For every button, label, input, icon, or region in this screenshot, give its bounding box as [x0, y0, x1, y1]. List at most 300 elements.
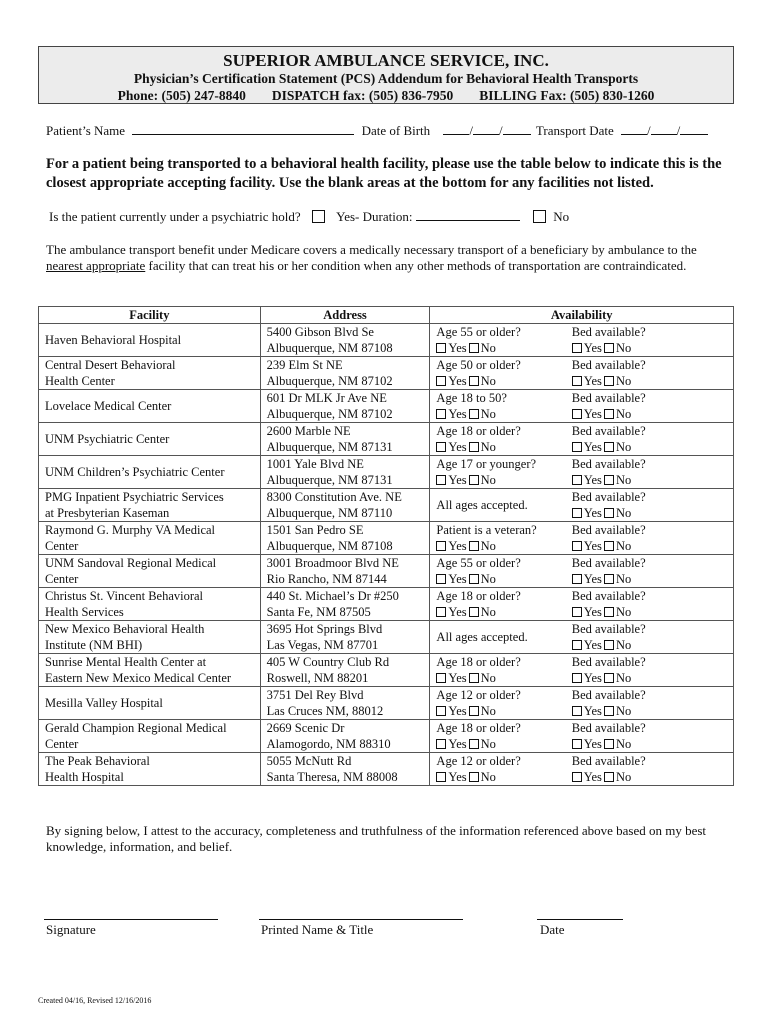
bed-no-checkbox[interactable] [604, 640, 614, 650]
criteria-no-checkbox[interactable] [469, 541, 479, 551]
no-label: No [480, 407, 496, 421]
facility-name-line: Lovelace Medical Center [45, 399, 172, 413]
table-row [39, 489, 734, 522]
phone-number: Phone: (505) 247-8840 [117, 88, 246, 103]
criteria-no-checkbox[interactable] [469, 739, 479, 749]
address-line: 1501 San Pedro SE [266, 523, 364, 537]
yes-label: Yes [583, 605, 602, 619]
address-line: Albuquerque, NM 87102 [266, 407, 393, 421]
hold-duration-field[interactable] [416, 208, 520, 221]
criteria-yes-checkbox[interactable] [436, 706, 446, 716]
yes-label: Yes [448, 704, 467, 718]
bed-options [572, 703, 727, 719]
facility-name-line: Institute (NM BHI) [45, 638, 143, 652]
facility-name-line: The Peak Behavioral [45, 754, 150, 768]
no-label: No [615, 770, 632, 784]
bed-cell [566, 390, 734, 423]
facility-name-line: UNM Psychiatric Center [45, 432, 170, 446]
criteria-yes-checkbox[interactable] [436, 772, 446, 782]
address-cell [260, 588, 430, 621]
yes-label: Yes [583, 506, 602, 520]
no-label: No [615, 704, 632, 718]
facility-name-line: Health Center [45, 374, 115, 388]
address-line: Albuquerque, NM 87102 [266, 374, 393, 388]
instruction-text: For a patient being transported to a behavioral health facility, please use the table below to indicate this is the closest appropriate accepting facility. Use the blank areas at the bottom for any facilities not listed. [46, 156, 722, 191]
no-label: No [615, 506, 632, 520]
bed-options [572, 472, 727, 488]
facility-name-line: at Presbyterian Kaseman [45, 506, 170, 520]
table-row [39, 423, 734, 456]
address-cell [260, 357, 430, 390]
address-line: Santa Theresa, NM 88008 [266, 770, 398, 784]
facility-cell [39, 357, 261, 390]
bed-question: Bed available? [571, 754, 646, 768]
address-cell [260, 324, 430, 357]
patient-name-label: Patient’s Name [46, 123, 126, 138]
bed-yes-checkbox[interactable] [572, 376, 582, 386]
bed-no-checkbox[interactable] [604, 607, 614, 617]
transport-day-field[interactable] [651, 122, 677, 135]
hold-no-label: No [553, 209, 570, 224]
yes-label: Yes [583, 341, 602, 355]
facility-name-line: Health Hospital [45, 770, 124, 784]
criteria-question: Age 12 or older? [436, 754, 521, 768]
no-label: No [615, 638, 632, 652]
bed-no-checkbox[interactable] [604, 475, 614, 485]
facility-name-line: Center [45, 737, 79, 751]
availability-header: Availability [430, 307, 734, 324]
criteria-options [436, 670, 559, 686]
revision-footer: Created 04/16, Revised 12/16/2016 [38, 996, 152, 1005]
bed-question: Bed available? [571, 556, 646, 570]
bed-cell [566, 357, 734, 390]
criteria-question: Age 12 or older? [436, 688, 521, 702]
facility-name-line: New Mexico Behavioral Health [45, 622, 205, 636]
bed-cell [566, 588, 734, 621]
bed-yes-checkbox[interactable] [572, 739, 582, 749]
criteria-options [436, 538, 559, 554]
yes-label: Yes [448, 341, 467, 355]
bed-no-checkbox[interactable] [604, 442, 614, 452]
criteria-yes-checkbox[interactable] [436, 574, 446, 584]
bed-no-checkbox[interactable] [604, 706, 614, 716]
bed-cell [566, 456, 734, 489]
bed-no-checkbox[interactable] [604, 739, 614, 749]
yes-label: Yes [448, 770, 467, 784]
criteria-options [436, 571, 559, 587]
criteria-no-checkbox[interactable] [469, 706, 479, 716]
hold-question: Is the patient currently under a psychiatric hold? [49, 209, 301, 224]
facility-name-line: Eastern New Mexico Medical Center [45, 671, 232, 685]
facility-header: Facility [39, 307, 261, 324]
criteria-no-checkbox[interactable] [469, 772, 479, 782]
bed-cell [566, 522, 734, 555]
no-label: No [480, 704, 496, 718]
no-label: No [615, 440, 632, 454]
no-label: No [480, 341, 496, 355]
no-label: No [480, 737, 496, 751]
address-line: 3751 Del Rey Blvd [266, 688, 364, 702]
criteria-no-checkbox[interactable] [469, 409, 479, 419]
address-line: Albuquerque, NM 87108 [266, 341, 393, 355]
criteria-yes-checkbox[interactable] [436, 475, 446, 485]
table-row [39, 621, 734, 654]
bed-yes-checkbox[interactable] [572, 607, 582, 617]
bed-yes-checkbox[interactable] [572, 409, 582, 419]
bed-no-checkbox[interactable] [604, 409, 614, 419]
facility-cell [39, 489, 261, 522]
patient-info-row [46, 122, 708, 139]
no-label: No [480, 374, 496, 388]
criteria-no-checkbox[interactable] [469, 442, 479, 452]
bed-options [572, 538, 727, 554]
bed-options [572, 670, 727, 686]
criteria-no-checkbox[interactable] [469, 607, 479, 617]
criteria-cell [430, 588, 566, 621]
criteria-question: Age 50 or older? [436, 358, 521, 372]
address-line: Las Cruces NM, 88012 [266, 704, 384, 718]
criteria-no-checkbox[interactable] [469, 343, 479, 353]
benefit-underlined-text: nearest appropriate [46, 258, 146, 273]
bed-question: Bed available? [571, 688, 646, 702]
no-label: No [615, 341, 632, 355]
company-name: SUPERIOR AMBULANCE SERVICE, INC. [223, 51, 549, 70]
bed-question: Bed available? [571, 358, 646, 372]
criteria-options [436, 340, 559, 356]
facility-table [38, 306, 734, 786]
table-row [39, 555, 734, 588]
address-line: 5400 Gibson Blvd Se [266, 325, 374, 339]
facility-cell [39, 720, 261, 753]
criteria-yes-checkbox[interactable] [436, 607, 446, 617]
form-header [38, 46, 734, 104]
criteria-no-checkbox[interactable] [469, 376, 479, 386]
attestation-text: By signing below, I attest to the accuracy, completeness and truthfulness of the information referenced above based on my best knowledge, information, and belief. [46, 823, 707, 854]
criteria-options [436, 373, 559, 389]
address-line: 239 Elm St NE [266, 358, 343, 372]
facility-name-line: Mesilla Valley Hospital [45, 696, 163, 710]
psychiatric-hold-row [49, 208, 569, 225]
yes-label: Yes [448, 671, 467, 685]
bed-yes-checkbox[interactable] [572, 640, 582, 650]
bed-cell [566, 720, 734, 753]
no-label: No [480, 770, 496, 784]
facility-cell [39, 621, 261, 654]
date-separator: / [647, 123, 651, 138]
date-label: Date [540, 922, 565, 937]
yes-label: Yes [448, 374, 467, 388]
criteria-cell [430, 423, 566, 456]
address-line: 3695 Hot Springs Blvd [266, 622, 383, 636]
no-label: No [615, 539, 632, 553]
facility-cell [39, 687, 261, 720]
bed-question: Bed available? [571, 721, 646, 735]
hold-yes-checkbox[interactable] [312, 210, 325, 223]
criteria-options [436, 406, 559, 422]
yes-label: Yes [448, 572, 467, 586]
bed-question: Bed available? [571, 391, 646, 405]
criteria-options [436, 703, 559, 719]
criteria-question: Age 18 or older? [436, 721, 521, 735]
table-row [39, 720, 734, 753]
transport-year-field[interactable] [680, 122, 708, 135]
hold-yes-label: Yes- Duration: [336, 209, 413, 224]
address-line: Albuquerque, NM 87110 [266, 506, 393, 520]
no-label: No [480, 605, 496, 619]
address-header: Address [260, 307, 430, 324]
address-line: 405 W Country Club Rd [266, 655, 390, 669]
bed-yes-checkbox[interactable] [572, 706, 582, 716]
facility-cell [39, 588, 261, 621]
bed-options [572, 637, 727, 653]
criteria-yes-checkbox[interactable] [436, 442, 446, 452]
bed-question: Bed available? [571, 424, 646, 438]
no-label: No [615, 572, 632, 586]
address-line: Albuquerque, NM 87108 [266, 539, 393, 553]
bed-no-checkbox[interactable] [604, 343, 614, 353]
signature-line[interactable] [44, 919, 218, 920]
bed-options [572, 439, 727, 455]
table-row [39, 390, 734, 423]
bed-options [572, 571, 727, 587]
address-cell [260, 687, 430, 720]
no-label: No [615, 671, 632, 685]
address-line: 3001 Broadmoor Blvd NE [266, 556, 399, 570]
date-line[interactable] [537, 919, 623, 920]
transport-month-field[interactable] [621, 122, 647, 135]
bed-options [572, 373, 727, 389]
bed-cell [566, 324, 734, 357]
yes-label: Yes [583, 407, 602, 421]
address-line: Albuquerque, NM 87131 [266, 473, 393, 487]
bed-yes-checkbox[interactable] [572, 442, 582, 452]
criteria-question: Age 18 or older? [436, 655, 521, 669]
bed-question: Bed available? [571, 622, 646, 636]
benefit-text-end: facility that can treat his or her condition when any other methods of transportation are contraindicated. [145, 258, 687, 273]
table-row [39, 654, 734, 687]
printed-name-line[interactable] [259, 919, 463, 920]
facility-name-line: Gerald Champion Regional Medical [45, 721, 227, 735]
facility-name-line: Center [45, 539, 79, 553]
table-row [39, 357, 734, 390]
facility-cell [39, 390, 261, 423]
bed-question: Bed available? [571, 490, 646, 504]
no-label: No [615, 374, 632, 388]
address-cell [260, 522, 430, 555]
criteria-cell [430, 555, 566, 588]
bed-no-checkbox[interactable] [604, 541, 614, 551]
yes-label: Yes [448, 605, 467, 619]
bed-no-checkbox[interactable] [604, 673, 614, 683]
address-cell [260, 753, 430, 786]
criteria-cell [430, 753, 566, 786]
date-separator: / [499, 123, 503, 138]
criteria-yes-checkbox[interactable] [436, 343, 446, 353]
yes-label: Yes [583, 572, 602, 586]
table-row [39, 522, 734, 555]
address-line: 440 St. Michael’s Dr #250 [266, 589, 399, 603]
facility-cell [39, 324, 261, 357]
no-label: No [480, 473, 496, 487]
dob-month-field[interactable] [443, 122, 469, 135]
bed-no-checkbox[interactable] [604, 772, 614, 782]
yes-label: Yes [583, 440, 602, 454]
date-separator: / [676, 123, 681, 138]
criteria-question: Age 55 or older? [436, 325, 521, 339]
table-row [39, 687, 734, 720]
bed-cell [566, 687, 734, 720]
address-line: Alamogordo, NM 88310 [266, 737, 391, 751]
facility-cell [39, 522, 261, 555]
bed-question: Bed available? [571, 523, 646, 537]
table-row [39, 753, 734, 786]
all-ages-text: All ages accepted. [436, 498, 528, 512]
bed-options [572, 736, 727, 752]
criteria-options [436, 439, 559, 455]
criteria-yes-checkbox[interactable] [436, 673, 446, 683]
criteria-yes-checkbox[interactable] [436, 739, 446, 749]
facility-name-line: Health Services [45, 605, 124, 619]
criteria-no-checkbox[interactable] [469, 475, 479, 485]
yes-label: Yes [583, 539, 602, 553]
criteria-cell [430, 621, 566, 654]
address-cell [260, 456, 430, 489]
address-line: 2669 Scenic Dr [266, 721, 345, 735]
no-label: No [615, 605, 632, 619]
facility-name-line: Raymond G. Murphy VA Medical [45, 523, 216, 537]
bed-no-checkbox[interactable] [604, 508, 614, 518]
printed-name-label: Printed Name & Title [261, 922, 374, 937]
yes-label: Yes [583, 704, 602, 718]
criteria-options [436, 604, 559, 620]
hold-no-checkbox[interactable] [533, 210, 546, 223]
facility-cell [39, 753, 261, 786]
yes-label: Yes [448, 737, 467, 751]
dob-label: Date of Birth [361, 123, 431, 138]
criteria-options [436, 769, 559, 785]
bed-yes-checkbox[interactable] [572, 343, 582, 353]
contact-line [39, 87, 733, 104]
address-line: Santa Fe, NM 87505 [266, 605, 371, 619]
facility-name-line: Sunrise Mental Health Center at [45, 655, 207, 669]
bed-no-checkbox[interactable] [604, 574, 614, 584]
bed-options [572, 505, 727, 521]
criteria-cell [430, 489, 566, 522]
bed-question: Bed available? [571, 457, 646, 471]
bed-yes-checkbox[interactable] [572, 508, 582, 518]
dob-year-field[interactable] [503, 122, 531, 135]
yes-label: Yes [583, 473, 602, 487]
facility-name-line: UNM Children’s Psychiatric Center [45, 465, 225, 479]
criteria-yes-checkbox[interactable] [436, 376, 446, 386]
address-cell [260, 720, 430, 753]
bed-question: Bed available? [571, 655, 646, 669]
yes-label: Yes [448, 539, 467, 553]
bed-cell [566, 555, 734, 588]
facility-cell [39, 654, 261, 687]
criteria-cell [430, 456, 566, 489]
criteria-question: Age 55 or older? [436, 556, 521, 570]
address-cell [260, 390, 430, 423]
criteria-cell [430, 654, 566, 687]
facility-cell [39, 423, 261, 456]
address-cell [260, 654, 430, 687]
yes-label: Yes [448, 473, 467, 487]
no-label: No [615, 407, 632, 421]
no-label: No [615, 737, 632, 751]
bed-options [572, 340, 727, 356]
signature-label: Signature [46, 922, 96, 937]
table-row [39, 456, 734, 489]
yes-label: Yes [583, 374, 602, 388]
facility-cell [39, 555, 261, 588]
address-cell [260, 555, 430, 588]
criteria-cell [430, 687, 566, 720]
criteria-question: Age 18 to 50? [436, 391, 507, 405]
date-separator: / [469, 123, 474, 138]
yes-label: Yes [583, 671, 602, 685]
dob-day-field[interactable] [473, 122, 499, 135]
criteria-cell [430, 390, 566, 423]
facility-name-line: Central Desert Behavioral [45, 358, 176, 372]
bed-options [572, 604, 727, 620]
no-label: No [480, 671, 496, 685]
dispatch-fax: DISPATCH fax: (505) 836-7950 [271, 88, 454, 103]
yes-label: Yes [583, 737, 602, 751]
criteria-question: Age 18 or older? [436, 424, 521, 438]
facility-name-line: Center [45, 572, 79, 586]
patient-name-field[interactable] [132, 122, 354, 135]
bed-yes-checkbox[interactable] [572, 541, 582, 551]
table-row [39, 324, 734, 357]
criteria-cell [430, 324, 566, 357]
criteria-cell [430, 522, 566, 555]
criteria-question: Age 17 or younger? [436, 457, 537, 471]
bed-cell [566, 489, 734, 522]
bed-cell [566, 621, 734, 654]
bed-cell [566, 423, 734, 456]
bed-yes-checkbox[interactable] [572, 673, 582, 683]
facility-name-line: PMG Inpatient Psychiatric Services [45, 490, 224, 504]
criteria-no-checkbox[interactable] [469, 574, 479, 584]
bed-yes-checkbox[interactable] [572, 574, 582, 584]
bed-yes-checkbox[interactable] [572, 772, 582, 782]
address-line: Rio Rancho, NM 87144 [266, 572, 387, 586]
form-title: Physician’s Certification Statement (PCS) Addendum for Behavioral Health Transports [133, 71, 639, 86]
address-cell [260, 489, 430, 522]
address-line: 8300 Constitution Ave. NE [266, 490, 402, 504]
bed-no-checkbox[interactable] [604, 376, 614, 386]
bed-options [572, 769, 727, 785]
criteria-yes-checkbox[interactable] [436, 541, 446, 551]
criteria-question: Age 18 or older? [436, 589, 521, 603]
bed-yes-checkbox[interactable] [572, 475, 582, 485]
yes-label: Yes [583, 638, 602, 652]
criteria-cell [430, 720, 566, 753]
criteria-cell [430, 357, 566, 390]
bed-cell [566, 654, 734, 687]
address-line: Las Vegas, NM 87701 [266, 638, 379, 652]
all-ages-text: All ages accepted. [436, 630, 528, 644]
criteria-yes-checkbox[interactable] [436, 409, 446, 419]
yes-label: Yes [583, 770, 602, 784]
criteria-options [436, 736, 559, 752]
no-label: No [480, 572, 496, 586]
criteria-no-checkbox[interactable] [469, 673, 479, 683]
bed-options [572, 406, 727, 422]
address-line: 5055 McNutt Rd [266, 754, 352, 768]
table-row [39, 588, 734, 621]
